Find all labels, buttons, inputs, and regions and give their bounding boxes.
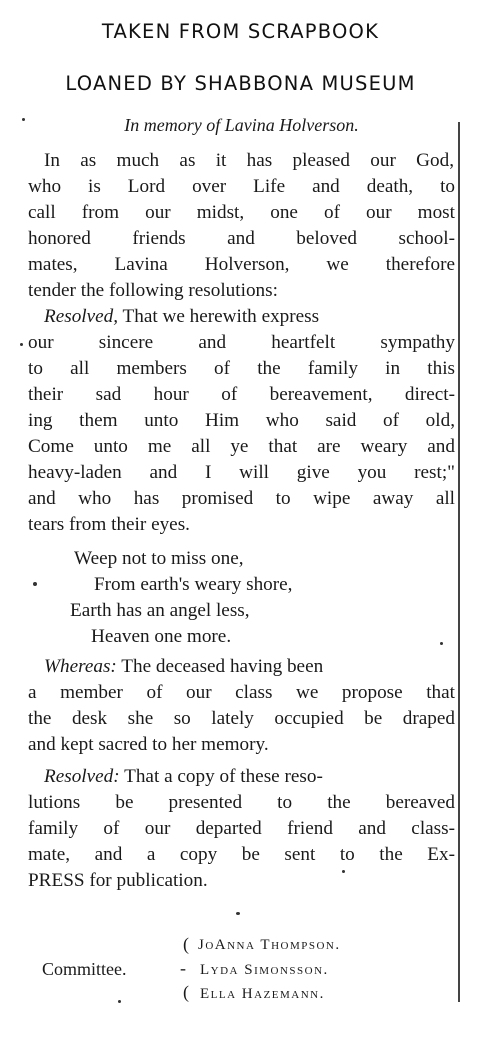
resolved-paragraph-1-first-line bbox=[44, 304, 454, 330]
brace-mark: ( bbox=[183, 934, 189, 954]
clipping-line: mates, Lavina Holverson, we therefore bbox=[28, 254, 455, 275]
print-speck bbox=[118, 1000, 121, 1003]
clipping-line: and kept sacred to her memory. bbox=[28, 734, 269, 755]
print-speck bbox=[33, 582, 37, 586]
clipping-line: lutions be presented to the bereaved bbox=[28, 792, 455, 813]
clipping-line: a member of our class we propose that bbox=[28, 682, 455, 703]
clipping-line: honored friends and beloved school- bbox=[28, 228, 455, 249]
signature-3: Ella Hazemann. bbox=[200, 986, 325, 1002]
brace-mark: ( bbox=[183, 982, 189, 1002]
resolved-text: That we herewith express bbox=[122, 306, 320, 327]
signature-2: Lyda Simonsson. bbox=[200, 962, 329, 978]
whereas-first-line bbox=[44, 654, 454, 680]
clipping-line: ing them unto Him who said of old, bbox=[28, 410, 455, 431]
clipping-line: mate, and a copy be sent to the Ex- bbox=[28, 844, 455, 865]
clipping-line: Come unto me all ye that are weary and bbox=[28, 436, 455, 457]
whereas-word: Whereas: bbox=[44, 656, 117, 677]
poem-line: From earth's weary shore, bbox=[94, 574, 293, 595]
resolved-text: That a copy of these reso- bbox=[124, 766, 323, 787]
header-line-2: LOANED BY SHABBONA MUSEUM bbox=[65, 72, 416, 95]
clipping-line: to all members of the family in this bbox=[28, 358, 455, 379]
print-speck bbox=[22, 118, 25, 121]
resolved-paragraph-2-first-line bbox=[44, 764, 454, 790]
clipping-line: family of our departed friend and class- bbox=[28, 818, 455, 839]
clipping-line: heavy-laden and I will give you rest;" bbox=[28, 462, 455, 483]
clipping-line: call from our midst, one of our most bbox=[28, 202, 455, 223]
clipping-line: In as much as it has pleased our God, bbox=[44, 150, 454, 171]
clipping-title: In memory of Lavina Holverson. bbox=[124, 115, 359, 135]
whereas-text: The deceased having been bbox=[121, 656, 324, 677]
resolved-word: Resolved, bbox=[44, 306, 119, 327]
clipping-line: PRESS for publication. bbox=[28, 870, 208, 891]
resolved-word: Resolved: bbox=[44, 766, 120, 787]
print-speck bbox=[440, 642, 443, 645]
brace-mark: - bbox=[180, 958, 186, 978]
poem-line: Earth has an angel less, bbox=[70, 600, 250, 621]
clipping-line: tears from their eyes. bbox=[28, 514, 190, 535]
clipping-line: and who has promised to wipe away all bbox=[28, 488, 455, 509]
print-speck bbox=[342, 870, 345, 873]
print-speck bbox=[20, 343, 23, 346]
signature-1: JoAnna Thompson. bbox=[198, 937, 341, 953]
clipping-line: tender the following resolutions: bbox=[28, 280, 278, 301]
clipping-line: our sincere and heartfelt sympathy bbox=[28, 332, 455, 353]
committee-label: Committee. bbox=[42, 959, 127, 979]
print-speck bbox=[236, 912, 240, 915]
clipping-line: the desk she so lately occupied be draped bbox=[28, 708, 455, 729]
clipping-line: who is Lord over Life and death, to bbox=[28, 176, 455, 197]
clipping-line: their sad hour of bereavement, direct- bbox=[28, 384, 455, 405]
poem-line: Heaven one more. bbox=[91, 626, 232, 647]
clipping-edge-right bbox=[458, 122, 460, 1002]
poem-line: Weep not to miss one, bbox=[74, 548, 244, 569]
header-line-1: TAKEN FROM SCRAPBOOK bbox=[101, 20, 380, 43]
